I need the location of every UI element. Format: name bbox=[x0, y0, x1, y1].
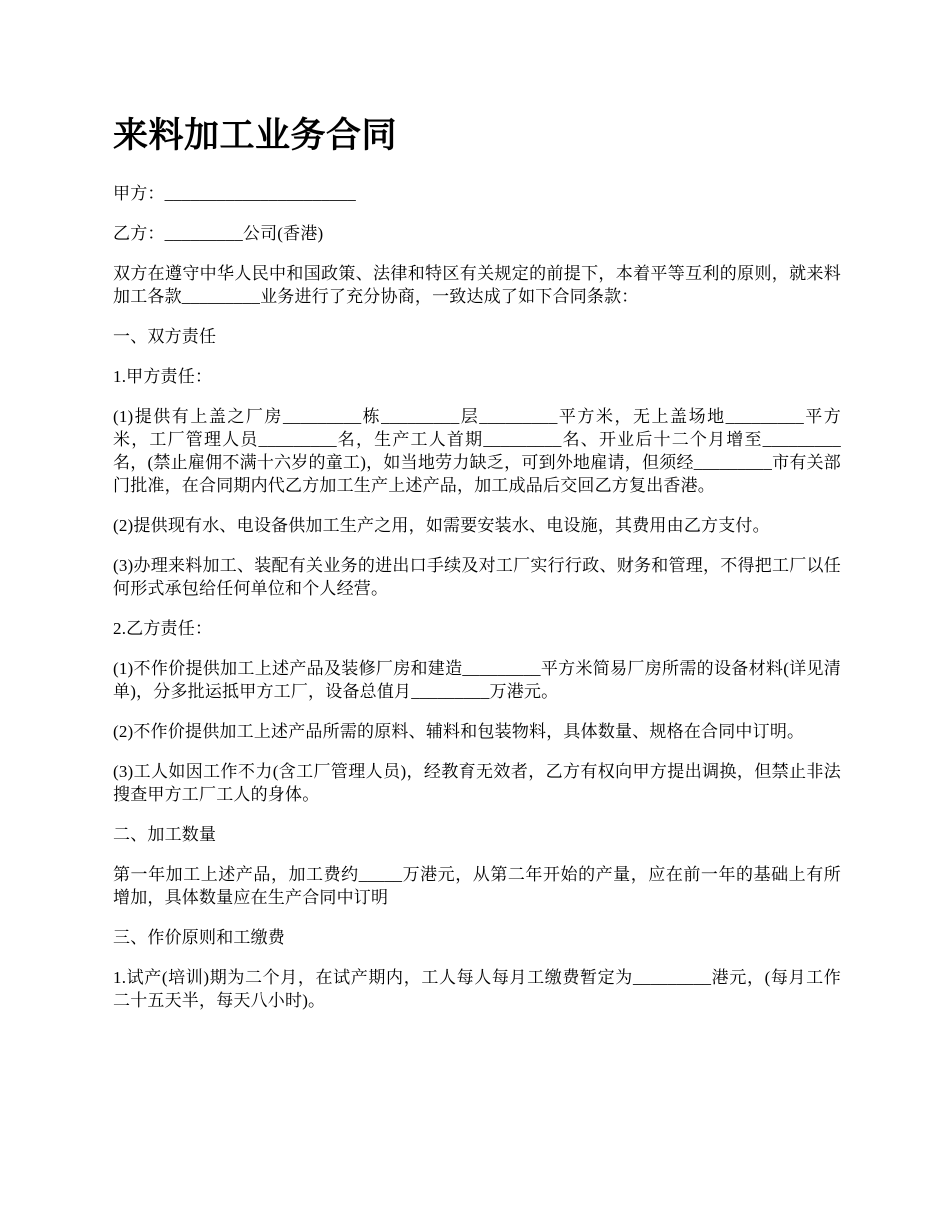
party-b-line: 乙方：_________公司(香港) bbox=[113, 224, 324, 243]
document-title: 来料加工业务合同 bbox=[113, 116, 398, 156]
clause-b1: (1)不作价提供加工上述产品及装修厂房和建造_________平方米简易厂房所需的设备材料(详见清单)，分多批运抵甲方工厂，设备总值月_________万港元。 bbox=[113, 659, 841, 701]
quantity-paragraph: 第一年加工上述产品，加工费约_____万港元，从第二年开始的产量，应在前一年的基础上有所增加，具体数量应在生产合同中订明 bbox=[113, 865, 841, 907]
section-heading-pricing: 三、作价原则和工缴费 bbox=[113, 928, 285, 947]
clause-a1: (1)提供有上盖之厂房_________栋_________层_________平方米，无上盖场地_________平方米，工厂管理人员_________名，生产工人首期_________名、开业后十二个月增至_________名，(禁止雇佣不满十六岁的童工)，如当地劳力缺乏，可到外地雇请，但须经_________市有关部门批准，在合同期内代乙方加工生产上述产品，加工成品后交回乙方复出香港。 bbox=[113, 407, 841, 495]
party-a-line: 甲方：______________________ bbox=[113, 184, 356, 203]
clause-a3: (3)办理来料加工、装配有关业务的进出口手续及对工厂实行行政、财务和管理，不得把工厂以任何形式承包给任何单位和个人经营。 bbox=[113, 556, 841, 598]
subsection-heading-party-b: 2.乙方责任： bbox=[113, 619, 213, 638]
pricing-clause-1: 1.试产(培训)期为二个月，在试产期内，工人每人每月工缴费暂定为_________港元，(每月工作二十五天半，每天八小时)。 bbox=[113, 968, 841, 1010]
preamble-paragraph: 双方在遵守中华人民中和国政策、法律和特区有关规定的前提下，本着平等互利的原则，就来料加工各款_________业务进行了充分协商，一致达成了如下合同条款： bbox=[113, 264, 841, 306]
clause-b3: (3)工人如因工作不力(含工厂管理人员)，经教育无效者，乙方有权向甲方提出调换，但禁止非法搜查甲方工厂工人的身体。 bbox=[113, 762, 841, 804]
subsection-heading-party-a: 1.甲方责任： bbox=[113, 367, 213, 386]
section-heading-quantity: 二、加工数量 bbox=[113, 825, 217, 844]
section-heading-responsibilities: 一、双方责任 bbox=[113, 327, 217, 346]
clause-a2: (2)提供现有水、电设备供加工生产之用，如需要安装水、电设施，其费用由乙方支付。 bbox=[113, 516, 770, 535]
document-page bbox=[113, 112, 841, 1029]
clause-b2: (2)不作价提供加工上述产品所需的原料、辅料和包装物料，具体数量、规格在合同中订明。 bbox=[113, 722, 805, 741]
